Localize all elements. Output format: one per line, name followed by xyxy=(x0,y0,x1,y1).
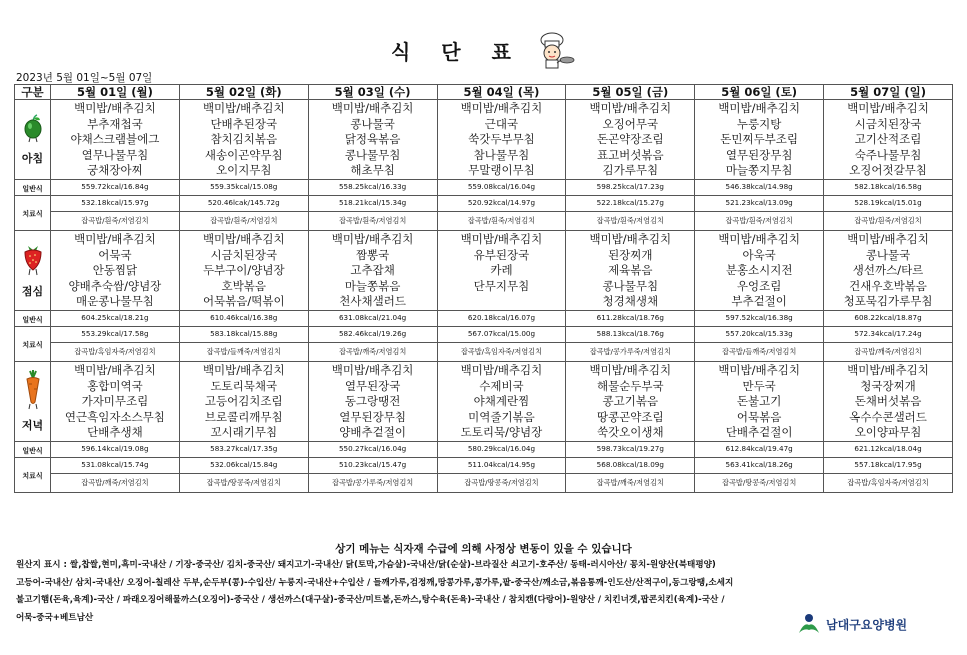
general-nutrition-cell: 610.46kcal/16.38g xyxy=(179,310,308,326)
dish-item: 부추재첩국 xyxy=(87,116,143,131)
dish-item: 백미밥/배추김치 xyxy=(331,362,414,377)
dish-item: 백미밥/배추김치 xyxy=(460,101,543,115)
therapy-diet-row xyxy=(15,326,953,342)
dish-item: 단배추겉절이 xyxy=(725,425,793,440)
dish-item: 백미밥/배추김치 xyxy=(202,101,285,115)
dish-item: 아욱국 xyxy=(742,247,776,262)
day-header: 5월 02일 (화) xyxy=(179,85,308,100)
dish-item: 해초무침 xyxy=(350,163,395,178)
dish-item: 단배추된장국 xyxy=(210,116,278,131)
dish-item: 오이지무침 xyxy=(215,163,272,178)
dish-item: 브로콜리깨무침 xyxy=(204,409,283,424)
therapy-note-cell: 잡곡밥/흰죽/저염김치 xyxy=(695,211,824,230)
dish-item: 백미밥/배추김치 xyxy=(718,101,800,115)
day-menu-cell xyxy=(824,361,953,441)
general-nutrition-cell: 608.22kcal/18.87g xyxy=(824,310,953,326)
dish-item: 야채스크램블에그 xyxy=(70,132,160,147)
dish-item: 단배추생채 xyxy=(87,425,143,440)
day-menu-cell xyxy=(179,100,308,180)
therapy-note-cell: 잡곡밥/흑임자죽/저염김치 xyxy=(824,473,953,492)
dish-item: 해물순두부국 xyxy=(596,378,664,393)
day-menu-cell xyxy=(437,361,566,441)
notice-text: 상기 메뉴는 식자재 수급에 의해 사정상 변동이 있을 수 있습니다 xyxy=(335,543,632,555)
dish-item: 옥수수콘샐러드 xyxy=(849,409,927,424)
dish-item: 청경채생채 xyxy=(602,294,659,309)
dish-item: 백미밥/배추김치 xyxy=(718,231,800,246)
general-nutrition-cell: 582.18kcal/16.58g xyxy=(824,179,953,195)
therapy-note-cell: 잡곡밥/땅콩죽/저염김치 xyxy=(695,473,824,492)
dish-item: 돈민찌두부조림 xyxy=(720,132,799,147)
therapy-note-cell: 잡곡밥/땅콩죽/저염김치 xyxy=(179,473,308,492)
general-nutrition-cell: 546.38kcal/14.98g xyxy=(695,179,824,195)
dish-item: 만두국 xyxy=(742,378,776,393)
dish-item: 오징어무국 xyxy=(602,116,659,131)
general-diet-label-text: 일반식 xyxy=(22,446,43,455)
therapy-nutrition-cell: 557.20kcal/15.33g xyxy=(695,326,824,342)
general-diet-label xyxy=(15,441,51,457)
general-nutrition-cell: 604.25kcal/18.21g xyxy=(51,310,180,326)
meal-name: 저녁 xyxy=(21,418,44,432)
therapy-nutrition-cell: 522.18kcal/15.27g xyxy=(566,195,695,211)
dish-item: 마늘쫑볶음 xyxy=(344,278,401,293)
general-nutrition-cell: 598.73kcal/19.27g xyxy=(566,441,695,457)
therapy-nutrition-cell: 531.08kcal/15.74g xyxy=(51,457,180,473)
general-diet-label-text: 일반식 xyxy=(22,184,43,193)
dish-item: 수제비국 xyxy=(479,378,524,393)
dish-item: 콩나물무침 xyxy=(344,147,401,162)
dish-item: 부추겉절이 xyxy=(731,294,787,309)
dish-item: 콩나물국 xyxy=(350,116,395,131)
dish-item: 백미밥/배추김치 xyxy=(460,362,543,377)
hospital-name: 남대구요양병원 xyxy=(826,617,908,632)
strawberry-icon xyxy=(15,242,50,279)
dish-item: 닭정육볶음 xyxy=(344,132,401,147)
dish-item: 백미밥/배추김치 xyxy=(589,231,672,246)
general-nutrition-cell: 631.08kcal/21.04g xyxy=(308,310,437,326)
day-menu-cell xyxy=(51,230,180,310)
apple-icon xyxy=(15,113,50,146)
dish-item: 콩나물무침 xyxy=(602,278,659,293)
therapy-nutrition-cell: 511.04kcal/14.95g xyxy=(437,457,566,473)
therapy-note-cell: 잡곡밥/흰죽/저염김치 xyxy=(824,211,953,230)
day-menu-cell xyxy=(308,361,437,441)
therapy-nutrition-cell: 588.13kcal/18.76g xyxy=(566,326,695,342)
dish-item: 누룽지탕 xyxy=(736,116,782,131)
dish-item: 궁채장아찌 xyxy=(87,163,143,178)
therapy-nutrition-cell: 568.08kcal/18.09g xyxy=(566,457,695,473)
day-menu-cell xyxy=(437,100,566,180)
therapy-note-cell: 잡곡밥/땅콩죽/저염김치 xyxy=(437,473,566,492)
dish-item: 오징어젓갈무침 xyxy=(849,163,927,178)
day-menu-cell xyxy=(695,230,824,310)
dish-item: 고등어김치조림 xyxy=(204,394,283,409)
dish-item: 열무된장무침 xyxy=(725,147,793,162)
dish-item xyxy=(438,294,566,310)
dish-item: 백미밥/배추김치 xyxy=(331,101,414,115)
general-nutrition-cell: 597.52kcal/16.38g xyxy=(695,310,824,326)
dish-item: 된장찌개 xyxy=(608,247,653,262)
dish-item: 가자미무조림 xyxy=(81,394,149,409)
therapy-diet-label-text: 치료식 xyxy=(22,472,43,481)
day-menu-cell xyxy=(179,361,308,441)
dish-item: 백미밥/배추김치 xyxy=(589,362,672,377)
dish-item: 백미밥/배추김치 xyxy=(847,101,929,115)
therapy-nutrition-cell: 510.23kcal/15.47g xyxy=(308,457,437,473)
dish-item: 야채계란찜 xyxy=(473,394,530,409)
therapy-note-cell: 잡곡밥/깨죽/저염김치 xyxy=(51,473,180,492)
dish-item: 어묵볶음/떡볶이 xyxy=(202,294,285,309)
dish-item: 어묵국 xyxy=(98,247,132,262)
dish-item: 단무지무침 xyxy=(473,278,530,293)
general-nutrition-cell: 583.27kcal/17.35g xyxy=(179,441,308,457)
dish-item: 무말랭이무침 xyxy=(468,163,535,178)
therapy-note-row xyxy=(15,342,953,361)
dish-item: 어묵볶음 xyxy=(736,409,782,424)
menu-period: 2023년 5월 01일~5월 07일 xyxy=(16,72,153,84)
therapy-note-cell: 잡곡밥/콩가루죽/저염김치 xyxy=(566,342,695,361)
dish-item: 두부구이/양념장 xyxy=(202,263,285,278)
therapy-nutrition-cell: 521.23kcal/13.09g xyxy=(695,195,824,211)
menu-table xyxy=(14,84,953,493)
title-area xyxy=(0,30,967,70)
dish-item: 제육볶음 xyxy=(608,263,653,278)
dish-item: 열무된장무침 xyxy=(339,409,406,424)
day-menu-cell xyxy=(566,100,695,180)
dish-item: 콩고기볶음 xyxy=(602,394,659,409)
dish-item: 고추잡채 xyxy=(350,263,395,278)
therapy-nutrition-cell: 520.92kcal/14.97g xyxy=(437,195,566,211)
therapy-note-cell: 잡곡밥/깨죽/저염김치 xyxy=(308,342,437,361)
dish-item: 카레 xyxy=(490,263,513,278)
origin-line: 고등어-국내산/ 삼치-국내산/ 오징어-칠레산 두부,순두부(콩)-수입산/ 누룽지-국내산+수입산 / 들깨가루,검정깨,땅콩가루,콩가루,팥-중국산/깨소금,볶음통깨-인도산/산적구이,동그랑땡,소세지 xyxy=(16,577,734,588)
dish-item: 쑥갓두부무침 xyxy=(468,132,535,147)
therapy-note-cell: 잡곡밥/깨죽/저염김치 xyxy=(566,473,695,492)
origin-line: 어묵-중국+베트남산 xyxy=(16,612,94,623)
therapy-nutrition-cell: 532.18kcal/15.97g xyxy=(51,195,180,211)
general-nutrition-cell: 580.29kcal/16.04g xyxy=(437,441,566,457)
dish-item: 호박볶음 xyxy=(221,278,266,293)
therapy-note-row xyxy=(15,211,953,230)
therapy-note-cell: 잡곡밥/흰죽/저염김치 xyxy=(437,211,566,230)
general-nutrition-cell: 611.28kcal/18.76g xyxy=(566,310,695,326)
therapy-nutrition-cell: 553.29kcal/17.58g xyxy=(51,326,180,342)
dish-item: 숙주나물무침 xyxy=(854,147,922,162)
chef-icon xyxy=(530,30,576,70)
dish-item: 돈곤약장조림 xyxy=(596,132,664,147)
dish-item: 미역줄기볶음 xyxy=(468,409,535,424)
general-nutrition-cell: 620.18kcal/16.07g xyxy=(437,310,566,326)
dish-item: 짬뽕국 xyxy=(355,247,390,262)
dish-item: 매운콩나물무침 xyxy=(76,294,154,309)
dish-item: 고기산적조림 xyxy=(854,132,922,147)
hospital-logo xyxy=(796,613,907,635)
meal-dishes-row xyxy=(15,100,953,180)
page-title: 식 단 표 xyxy=(391,39,523,64)
dish-item: 백미밥/배추김치 xyxy=(331,231,414,246)
meal-label-cell xyxy=(15,100,51,180)
day-menu-cell xyxy=(437,230,566,310)
dish-item: 도토리묵/양념장 xyxy=(460,425,543,440)
dish-item: 돈불고기 xyxy=(736,394,782,409)
therapy-note-row xyxy=(15,473,953,492)
meal-label-cell xyxy=(15,230,51,310)
dish-item: 꼬시래기무침 xyxy=(210,425,278,440)
therapy-note-cell: 잡곡밥/깨죽/저염김치 xyxy=(824,342,953,361)
dish-item: 생선까스/타르 xyxy=(852,263,924,278)
dish-item: 백미밥/배추김치 xyxy=(847,362,929,377)
general-diet-label xyxy=(15,310,51,326)
dish-item: 분홍소시지전 xyxy=(725,263,793,278)
therapy-diet-row xyxy=(15,457,953,473)
day-menu-cell xyxy=(695,100,824,180)
general-nutrition-cell: 612.84kcal/19.47g xyxy=(695,441,824,457)
therapy-note-cell: 잡곡밥/흰죽/저염김치 xyxy=(566,211,695,230)
dish-item: 백미밥/배추김치 xyxy=(202,231,285,246)
dish-item: 열무된장국 xyxy=(344,378,401,393)
dish-item: 참치김치볶음 xyxy=(210,132,278,147)
day-header: 5월 07일 (일) xyxy=(824,85,953,100)
origin-line: 불고기햄(돈육,육계)-국산 / 파래오징어해물까스(오징어)-중국산 / 생선까스(대구살)-중국산/미트볼,돈까스,탕수육(돈육)-국내산 / 참치캔(다랑어)-원양산 / 치킨너겟,팝콘치킨(육계)-국산 / xyxy=(16,595,725,606)
therapy-diet-label xyxy=(15,326,51,361)
therapy-nutrition-cell: 520.46lcak/145.72g xyxy=(179,195,308,211)
dish-item: 건새우호박볶음 xyxy=(849,278,927,293)
dish-item: 김가루무침 xyxy=(602,163,659,178)
day-menu-cell xyxy=(308,230,437,310)
general-diet-label xyxy=(15,179,51,195)
day-menu-cell xyxy=(566,361,695,441)
day-header: 5월 04일 (목) xyxy=(437,85,566,100)
dish-item: 쑥갓오이생채 xyxy=(596,425,664,440)
dish-item: 근대국 xyxy=(484,116,519,131)
dish-item: 백미밥/배추김치 xyxy=(74,362,156,377)
therapy-nutrition-cell: 518.21kcal/15.34g xyxy=(308,195,437,211)
dish-item: 콩나물국 xyxy=(865,247,911,262)
dish-item: 백미밥/배추김치 xyxy=(718,362,800,377)
dish-item: 양배추겉절이 xyxy=(339,425,406,440)
therapy-note-cell: 잡곡밥/흰죽/저염김치 xyxy=(51,211,180,230)
therapy-nutrition-cell: 583.18kcal/15.88g xyxy=(179,326,308,342)
dish-item: 참나물무침 xyxy=(473,147,530,162)
meal-label-cell xyxy=(15,361,51,441)
dish-item: 열무나물무침 xyxy=(81,147,149,162)
general-nutrition-cell: 558.25kcal/16.33g xyxy=(308,179,437,195)
general-diet-label-text: 일반식 xyxy=(22,315,43,324)
general-diet-row xyxy=(15,310,953,326)
therapy-note-cell: 잡곡밥/흰죽/저염김치 xyxy=(179,211,308,230)
therapy-note-cell: 잡곡밥/흑임자죽/저염김치 xyxy=(51,342,180,361)
dish-item: 안동찜닭 xyxy=(92,263,138,278)
dish-item: 홍합미역국 xyxy=(87,378,143,393)
therapy-nutrition-cell: 582.46kcal/19.26g xyxy=(308,326,437,342)
therapy-diet-label-text: 치료식 xyxy=(22,210,43,219)
therapy-nutrition-cell: 528.19kcal/15.01g xyxy=(824,195,953,211)
dish-item: 새송이곤약무침 xyxy=(204,147,283,162)
dish-item: 청국장찌개 xyxy=(860,378,916,393)
therapy-nutrition-cell: 557.18kcal/17.95g xyxy=(824,457,953,473)
day-menu-cell xyxy=(824,230,953,310)
day-menu-cell xyxy=(824,100,953,180)
therapy-nutrition-cell: 532.06kcal/15.84g xyxy=(179,457,308,473)
day-menu-cell xyxy=(308,100,437,180)
meal-name: 아침 xyxy=(21,151,44,165)
day-menu-cell xyxy=(695,361,824,441)
meal-dishes-row xyxy=(15,230,953,310)
therapy-diet-row xyxy=(15,195,953,211)
day-header: 5월 01일 (월) xyxy=(51,85,180,100)
therapy-note-cell: 잡곡밥/콩가루죽/저염김치 xyxy=(308,473,437,492)
day-header: 5월 05일 (금) xyxy=(566,85,695,100)
dish-item: 백미밥/배추김치 xyxy=(589,101,672,115)
day-menu-cell xyxy=(179,230,308,310)
therapy-nutrition-cell: 567.07kcal/15.00g xyxy=(437,326,566,342)
day-header: 5월 03일 (수) xyxy=(308,85,437,100)
day-menu-cell xyxy=(51,361,180,441)
dish-item: 천사채샐러드 xyxy=(339,294,406,309)
therapy-nutrition-cell: 572.34kcal/17.24g xyxy=(824,326,953,342)
therapy-note-cell: 잡곡밥/들깨죽/저염김치 xyxy=(179,342,308,361)
general-nutrition-cell: 559.35kcal/15.08g xyxy=(179,179,308,195)
therapy-note-cell: 잡곡밥/흰죽/저염김치 xyxy=(308,211,437,230)
origin-line: 원산지 표시 : 쌀,찹쌀,현미,흑미-국내산 / 기장-중국산/ 김치-중국산/ 돼지고기-국내산/ 닭(토막,가슴살)-국내산/닭(순살)-브라질산 쇠고기-호주산/ 동태-러시아산/ 꽁치-원양산(북태평양) xyxy=(16,560,716,570)
dish-item: 연근흑임자소스무침 xyxy=(64,409,165,424)
general-diet-row xyxy=(15,179,953,195)
day-header: 5월 06일 (토) xyxy=(695,85,824,100)
dish-item: 백미밥/배추김치 xyxy=(460,231,543,246)
category-header: 구분 xyxy=(15,85,51,100)
general-nutrition-cell: 598.25kcal/17.23g xyxy=(566,179,695,195)
day-menu-cell xyxy=(51,100,180,180)
hospital-emblem-icon xyxy=(796,613,822,635)
therapy-diet-label xyxy=(15,457,51,492)
dish-item: 백미밥/배추김치 xyxy=(74,231,156,246)
day-menu-cell xyxy=(566,230,695,310)
therapy-diet-label xyxy=(15,195,51,230)
therapy-note-cell: 잡곡밥/들깨죽/저염김치 xyxy=(695,342,824,361)
therapy-diet-label-text: 치료식 xyxy=(22,341,43,350)
dish-item: 청포묵김가루무침 xyxy=(843,294,933,309)
dish-item: 백미밥/배추김치 xyxy=(74,101,156,115)
general-nutrition-cell: 550.27kcal/16.04g xyxy=(308,441,437,457)
dish-item: 양배추숙쌈/양념장 xyxy=(68,278,162,293)
dish-item: 유부된장국 xyxy=(473,247,530,262)
therapy-note-cell: 잡곡밥/흑임자죽/저염김치 xyxy=(437,342,566,361)
therapy-nutrition-cell: 563.41kcal/18.26g xyxy=(695,457,824,473)
dish-item: 오이양파무침 xyxy=(854,425,922,440)
dish-item: 마늘쫑지무침 xyxy=(725,163,793,178)
meal-name: 점심 xyxy=(21,284,44,298)
dish-item: 백미밥/배추김치 xyxy=(847,231,929,246)
general-nutrition-cell: 559.72kcal/16.84g xyxy=(51,179,180,195)
carrot-icon xyxy=(15,370,50,413)
dish-item: 표고버섯볶음 xyxy=(596,147,664,162)
general-nutrition-cell: 596.14kcal/19.08g xyxy=(51,441,180,457)
dish-item: 돈채버섯볶음 xyxy=(854,394,922,409)
dish-item: 우엉조림 xyxy=(736,278,782,293)
dish-item: 시금치된장국 xyxy=(854,116,922,131)
dish-item: 도토리묵채국 xyxy=(210,378,278,393)
dish-item: 백미밥/배추김치 xyxy=(202,362,285,377)
general-diet-row xyxy=(15,441,953,457)
general-nutrition-cell: 559.08kcal/16.04g xyxy=(437,179,566,195)
dish-item: 동그랑땡전 xyxy=(344,394,401,409)
meal-dishes-row xyxy=(15,361,953,441)
dish-item: 땅콩곤약조림 xyxy=(596,409,664,424)
dish-item: 시금치된장국 xyxy=(210,247,278,262)
day-header-row xyxy=(15,85,953,100)
general-nutrition-cell: 621.12kcal/18.04g xyxy=(824,441,953,457)
